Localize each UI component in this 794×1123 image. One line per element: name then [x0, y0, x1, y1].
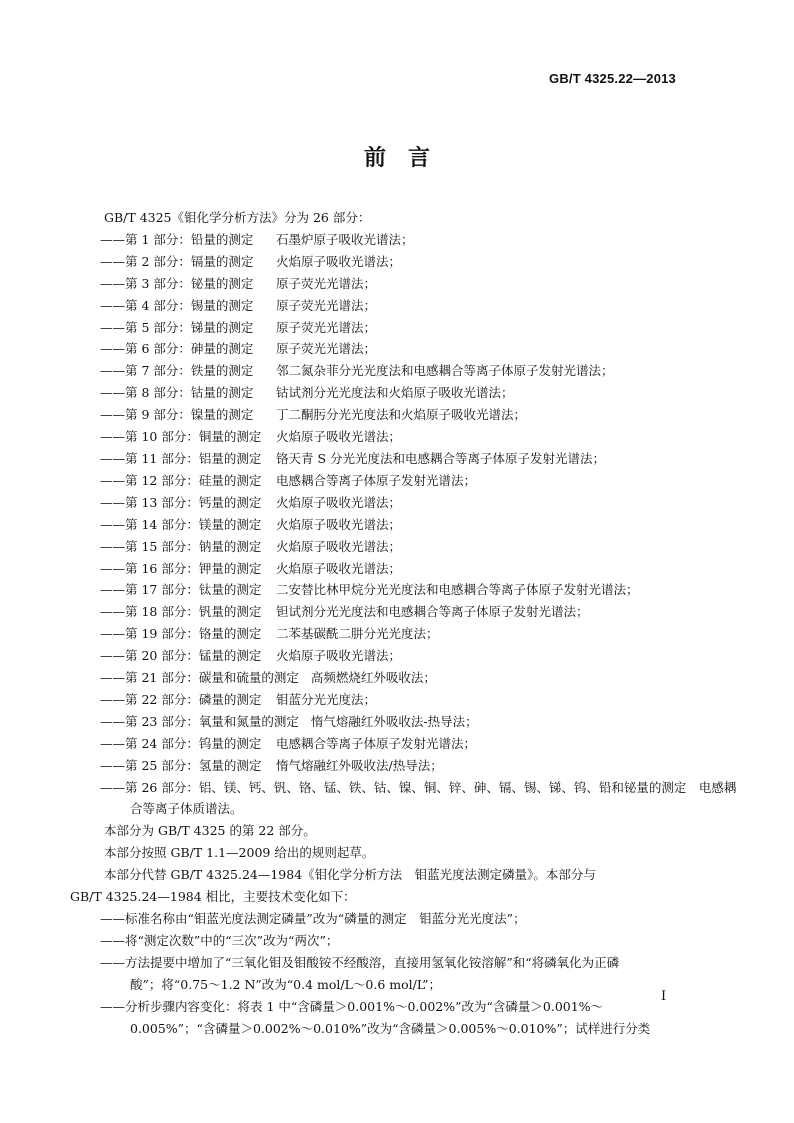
part-item	[100, 755, 680, 777]
part-method: 火焰原子吸收光谱法；	[276, 429, 402, 445]
paragraph-replaces-line-2: GB/T 4325.24—1984 相比，主要技术变化如下：	[70, 889, 356, 905]
part-label: ——第 9 部分：镍量的测定	[100, 407, 254, 423]
part-method: 原子荧光光谱法；	[276, 319, 377, 335]
paragraph-replaces-line-1: 本部分代替 GB/T 4325.24—1984《钼化学分析方法 钼蓝光度法测定磷量》。本部分与	[104, 867, 596, 883]
change-item-2: ——将“测定次数”中的“三次”改为“两次”；	[100, 932, 339, 948]
part-label: ——第 17 部分：钛量的测定	[100, 582, 262, 598]
part-method: 丁二酮肟分光光度法和火焰原子吸收光谱法；	[276, 407, 527, 423]
part-label: ——第 15 部分：钠量的测定	[100, 538, 262, 554]
change-item-1: ——标准名称由“钼蓝光度法测定磷量”改为“磷量的测定 钼蓝分光光度法”；	[100, 911, 526, 926]
intro-line: GB/T 4325《钼化学分析方法》分为 26 部分：	[104, 210, 371, 225]
change-item-3-line-1: ——方法提要中增加了“三氧化钼及钼酸铵不经酸溶，直接用氢氧化铵溶解”和“将磷氧化为正磷	[100, 954, 620, 970]
part-method: 原子荧光光谱法；	[276, 275, 377, 291]
part-item	[100, 317, 680, 339]
part-item	[100, 273, 680, 295]
change-item-3-line-2: 酸”；将“0.75～1.2 N”改为“0.4 mol/L～0.6 mol/L”；	[130, 976, 442, 992]
part-method: 火焰原子吸收光谱法；	[276, 494, 402, 510]
part-item	[100, 623, 680, 645]
part-item	[100, 448, 680, 470]
part-label: ——第 10 部分：铜量的测定	[100, 429, 262, 445]
paragraph-drafting-rules: 本部分按照 GB/T 1.1—2009 给出的规则起草。	[104, 845, 375, 861]
part-label: ——第 24 部分：钨量的测定	[100, 735, 262, 751]
part-method: 原子荧光光谱法；	[276, 341, 377, 357]
part-item	[100, 601, 680, 623]
paragraph-part-number: 本部分为 GB/T 4325 的第 22 部分。	[104, 823, 316, 839]
part-26-line-1: ——第 26 部分：铝、镁、钙、钒、铬、锰、铁、钴、镍、铜、锌、砷、镉、锡、锑、钨、铅和铋量的测定 电感耦	[100, 779, 737, 795]
part-label: ——第 4 部分：锡量的测定	[100, 297, 254, 313]
part-label: ——第 16 部分：钾量的测定	[100, 560, 262, 576]
standard-code: GB/T 4325.22—2013	[549, 71, 676, 86]
part-item	[100, 711, 680, 733]
part-label: ——第 18 部分：钒量的测定	[100, 604, 262, 620]
part-item	[100, 251, 680, 273]
part-label: ——第 19 部分：铬量的测定	[100, 626, 262, 642]
page-number: I	[661, 989, 667, 1004]
part-method: 火焰原子吸收光谱法；	[276, 538, 402, 554]
part-item	[100, 492, 680, 514]
part-item	[100, 579, 680, 601]
part-method: 高频燃烧红外吸收法；	[310, 670, 436, 686]
part-item	[100, 338, 680, 360]
part-label: ——第 5 部分：锑量的测定	[100, 319, 254, 335]
part-item	[100, 382, 680, 404]
parts-list	[100, 229, 680, 777]
part-method: 铬天青 S 分光光度法和电感耦合等离子体原子发射光谱法；	[276, 450, 606, 466]
part-label: ——第 21 部分：碳量和硫量的测定	[100, 670, 299, 686]
part-label: ——第 1 部分：铅量的测定	[100, 231, 254, 247]
part-method: 钽试剂分光光度法和电感耦合等离子体原子发射光谱法；	[276, 604, 589, 620]
change-item-4-line-2: 0.005%”；“含磷量＞0.002%～0.010%”改为“含磷量＞0.005%～0.010%”；试样进行分类	[130, 1020, 651, 1036]
part-item	[100, 733, 680, 755]
part-item	[100, 404, 680, 426]
foreword-body	[70, 207, 737, 1039]
part-label: ——第 6 部分：砷量的测定	[100, 341, 254, 357]
part-method: 钴试剂分光光度法和火焰原子吸收光谱法；	[276, 385, 514, 401]
part-label: ——第 12 部分：硅量的测定	[100, 472, 262, 488]
part-item	[100, 360, 680, 382]
part-item	[100, 667, 680, 689]
part-method: 惰气熔融红外吸收法/热导法；	[276, 757, 443, 773]
part-item	[100, 229, 680, 251]
part-method: 火焰原子吸收光谱法；	[276, 560, 402, 576]
part-item	[100, 514, 680, 536]
part-method: 火焰原子吸收光谱法；	[276, 516, 402, 532]
part-item	[100, 470, 680, 492]
part-item	[100, 295, 680, 317]
part-method: 惰气熔融红外吸收法-热导法；	[310, 713, 478, 729]
part-method: 火焰原子吸收光谱法；	[276, 648, 402, 664]
part-label: ——第 20 部分：锰量的测定	[100, 648, 262, 664]
part-method: 电感耦合等离子体原子发射光谱法；	[276, 735, 477, 751]
change-item-4-line-1: ——分析步骤内容变化：将表 1 中“含磷量＞0.001%～0.002%”改为“含磷量＞0.001%～	[100, 998, 604, 1014]
part-label: ——第 22 部分：磷量的测定	[100, 691, 262, 707]
part-method: 钼蓝分光光度法；	[276, 691, 377, 707]
part-item	[100, 536, 680, 558]
part-label: ——第 2 部分：镉量的测定	[100, 253, 254, 269]
part-label: ——第 3 部分：铋量的测定	[100, 275, 254, 291]
part-method: 电感耦合等离子体原子发射光谱法；	[276, 472, 477, 488]
part-26-line-2: 合等离子体质谱法。	[130, 801, 243, 817]
part-method: 二苯基碳酰二肼分光光度法；	[276, 626, 439, 642]
part-label: ——第 7 部分：铁量的测定	[100, 363, 254, 379]
page-title: 前言	[363, 146, 452, 171]
part-item	[100, 558, 680, 580]
part-method: 二安替比林甲烷分光光度法和电感耦合等离子体原子发射光谱法；	[276, 582, 639, 598]
part-label: ——第 25 部分：氢量的测定	[100, 757, 262, 773]
part-item	[100, 645, 680, 667]
part-method: 邻二氮杂菲分光光度法和电感耦合等离子体原子发射光谱法；	[276, 363, 614, 379]
part-label: ——第 8 部分：钴量的测定	[100, 385, 254, 401]
part-label: ——第 23 部分：氧量和氮量的测定	[100, 713, 299, 729]
part-method: 火焰原子吸收光谱法；	[276, 253, 402, 269]
part-method: 石墨炉原子吸收光谱法；	[276, 231, 414, 247]
part-method: 原子荧光光谱法；	[276, 297, 377, 313]
part-item	[100, 426, 680, 448]
part-label: ——第 14 部分：镁量的测定	[100, 516, 262, 532]
part-label: ——第 13 部分：钙量的测定	[100, 494, 262, 510]
part-item	[100, 689, 680, 711]
part-label: ——第 11 部分：铝量的测定	[100, 450, 262, 466]
